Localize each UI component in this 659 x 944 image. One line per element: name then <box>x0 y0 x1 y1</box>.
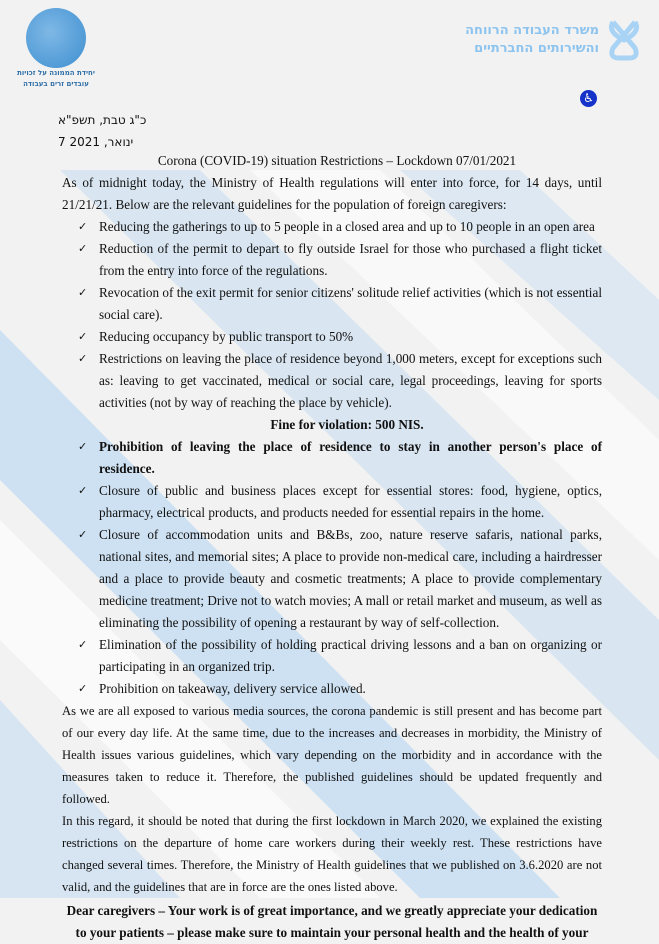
check-icon: ✓ <box>78 242 88 255</box>
list-item <box>62 238 602 282</box>
list-item-text: Reduction of the permit to depart to fly outside Israel for those who purchased a flight ticket from the entry into force of the regulations. <box>99 241 602 278</box>
check-icon: ✓ <box>78 352 88 365</box>
list-item-text: Reducing the gatherings to up to 5 people in a closed area and up to 10 people in an open area <box>99 219 595 234</box>
check-icon: ✓ <box>78 682 88 695</box>
hebrew-date: כ"ג טבת, תשפ"א <box>58 113 147 127</box>
list-item-text: Closure of public and business places except for essential stores: food, hygiene, optics, pharmacy, electrical products, and products needed for essential repairs in the home. <box>99 483 602 520</box>
foreign-workers-unit-logo <box>10 8 102 90</box>
list-item-text: Restrictions on leaving the place of residence beyond 1,000 meters, except for exceptions such as: leaving to get vaccinated, medical or social care, legal proceedings, leaving for sports activities (not by way of reaching the place by vehicle). <box>99 351 602 410</box>
list-item <box>62 326 602 348</box>
list-item <box>62 216 602 238</box>
list-item <box>62 678 602 700</box>
media-paragraph: As we are all exposed to various media sources, the corona pandemic is still present and has become part of our every day life. At the same time, due to the increases and decreases in morbidity, the Ministry of Health issues various guidelines, which vary depending on the morbidity and in accordance with the measures taken to reduce it. Therefore, the published guidelines should be updated frequently and followed. <box>62 704 602 806</box>
logo-text: עובדים זרים בעבודה <box>23 80 89 88</box>
check-icon: ✓ <box>78 220 88 233</box>
closures-list <box>62 436 602 700</box>
list-item-text: Reducing occupancy by public transport to 50% <box>99 329 354 344</box>
check-icon: ✓ <box>78 330 88 343</box>
list-item <box>62 480 602 524</box>
list-item-text: Elimination of the possibility of holding practical driving lessons and a ban on organizing or participating in an organized trip. <box>99 637 602 674</box>
ministry-logo <box>465 18 641 62</box>
list-item-text: Prohibition of leaving the place of residence to stay in another person's place of residence. <box>99 439 602 476</box>
wheelchair-icon[interactable]: ♿ <box>580 90 597 107</box>
ministry-emblem-icon <box>607 18 641 62</box>
logo-text: והשירותים החברתיים <box>474 41 599 56</box>
document-body <box>62 150 602 944</box>
closing-message: Dear caregivers – Your work is of great importance, and we greatly appreciate your dedication to your patients – please make sure to maintain your personal health and the health of your <box>66 903 598 940</box>
gregorian-date: ינואר, 2021 7 <box>58 135 134 149</box>
list-item <box>62 436 602 480</box>
restrictions-list <box>62 216 602 414</box>
list-item <box>62 524 602 634</box>
list-item-text: Closure of accommodation units and B&Bs, zoo, nature reserve safaris, national parks, national sites, and memorial sites; A place to provide non-medical care, including a hairdresser and a place to provide beauty and cosmetic treatments; A place to provide complementary medicine treatment; Drive not to watch movies; A mall or retail market and museum, as well as eliminating the possibility of opening a restaurant by way of self-collection. <box>99 527 602 630</box>
check-icon: ✓ <box>78 638 88 651</box>
check-icon: ✓ <box>78 440 88 453</box>
list-item <box>62 282 602 326</box>
list-item-text: Prohibition on takeaway, delivery service allowed. <box>99 681 366 696</box>
intro-paragraph: As of midnight today, the Ministry of Health regulations will enter into force, for 14 days, until 21/21/21. Below are the relevant guidelines for the population of foreign caregivers: <box>62 175 602 212</box>
globe-icon <box>26 8 86 68</box>
fine-notice: Fine for violation: 500 NIS. <box>270 417 424 432</box>
list-item <box>62 634 602 678</box>
logo-text: יחידת הממונה על זכויות <box>17 69 95 77</box>
check-icon: ✓ <box>78 286 88 299</box>
check-icon: ✓ <box>78 484 88 497</box>
lockdown-paragraph: In this regard, it should be noted that during the first lockdown in March 2020, we explained the existing restrictions on the departure of home care workers during their weekly rest. These restrictions have changed several times. Therefore, the Ministry of Health guidelines that we published on 3.6.2020 are not valid, and the guidelines that are in force are the ones listed above. <box>62 814 602 894</box>
check-icon: ✓ <box>78 528 88 541</box>
document-title: Corona (COVID-19) situation Restrictions – Lockdown 07/01/2021 <box>157 153 517 168</box>
logo-text: משרד העבודה הרווחה <box>465 23 599 38</box>
list-item-text: Revocation of the exit permit for senior citizens' solitude relief activities (which is not essential social care). <box>99 285 602 322</box>
list-item <box>62 348 602 414</box>
